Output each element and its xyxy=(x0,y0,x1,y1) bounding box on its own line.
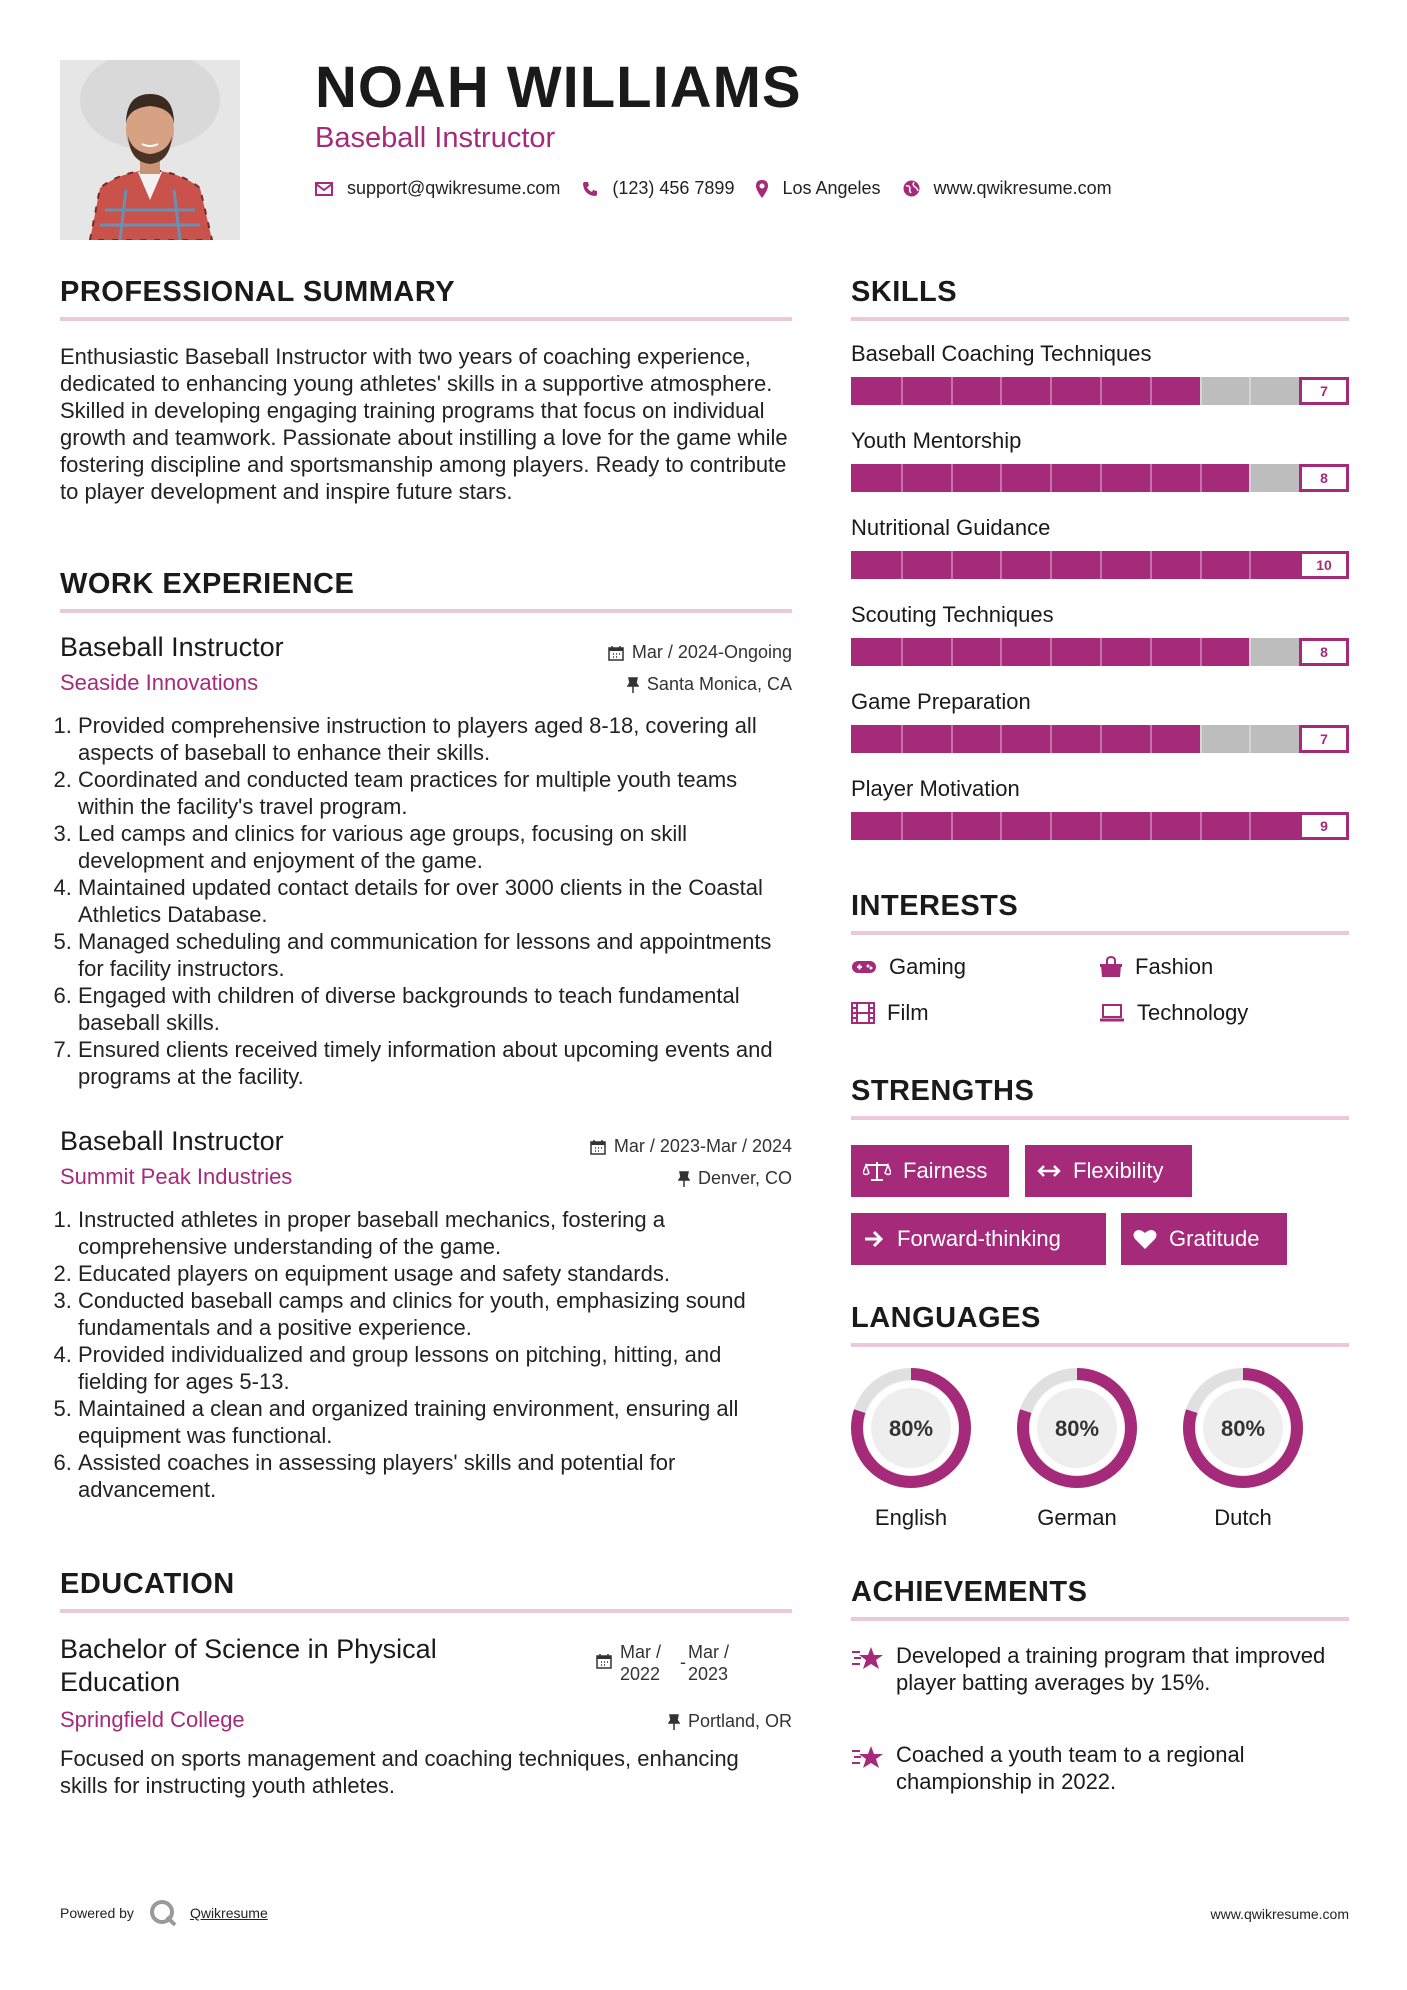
location-text: Los Angeles xyxy=(782,178,881,198)
language-item xyxy=(1015,1366,1139,1531)
list-item: 4. Maintained updated contact details for over 3000 clients in the Coastal Athletics Database. xyxy=(78,874,792,928)
candidate-title: Baseball Instructor xyxy=(315,122,556,154)
interest-item: Fashion xyxy=(1099,954,1213,980)
skill-bar-segment xyxy=(1000,638,1002,666)
phone-text: (123) 456 7899 xyxy=(612,178,735,198)
skill-level: 10 xyxy=(1299,551,1349,579)
skill-bar xyxy=(851,638,1349,666)
language-ring xyxy=(1015,1366,1139,1490)
education-location: Portland, OR xyxy=(668,1711,792,1732)
skill-level: 8 xyxy=(1299,638,1349,666)
arrows-horizontal-icon xyxy=(1037,1164,1061,1178)
skill-bar-segment xyxy=(1249,812,1251,840)
skill-bar-segment xyxy=(901,812,903,840)
skill-row xyxy=(851,428,1349,515)
list-item: 2. Educated players on equipment usage and safety standards. xyxy=(78,1260,792,1287)
skill-bar-segment xyxy=(1000,464,1002,492)
language-percent: 80% xyxy=(888,1416,934,1441)
company-name: Seaside Innovations xyxy=(60,670,259,695)
language-ring xyxy=(849,1366,973,1490)
skill-row xyxy=(851,341,1349,428)
skill-bar-segment xyxy=(901,377,903,405)
profile-photo xyxy=(60,60,240,240)
skill-bar xyxy=(851,464,1349,492)
list-item: 2. Coordinated and conducted team practices for multiple youth teams within the facility's travel program. xyxy=(78,766,792,820)
contact-location xyxy=(756,178,880,199)
skill-bar-segment xyxy=(951,377,953,405)
website-text: www.qwikresume.com xyxy=(933,178,1112,198)
skill-bar-segment xyxy=(1150,725,1152,753)
job-entry xyxy=(60,632,792,1090)
job-location: Santa Monica, CA xyxy=(627,674,792,695)
list-item: 1. Instructed athletes in proper baseball mechanics, fostering a comprehensive understanding of the game. xyxy=(78,1206,792,1260)
education-section xyxy=(60,1568,792,1799)
skill-bar-segment xyxy=(1200,464,1202,492)
skills-section xyxy=(851,276,1349,863)
experience-section xyxy=(60,568,792,613)
skill-bar-segment xyxy=(901,551,903,579)
pushpin-icon xyxy=(627,677,639,693)
candidate-name: NOAH WILLIAMS xyxy=(315,55,802,120)
pushpin-icon xyxy=(668,1714,680,1730)
achievements-section xyxy=(851,1576,1349,1621)
skill-bar-segment xyxy=(951,551,953,579)
skill-bar-segment xyxy=(1200,638,1202,666)
section-rule xyxy=(851,1617,1349,1621)
arrow-right-icon xyxy=(863,1230,885,1248)
section-rule xyxy=(851,1116,1349,1120)
phone-icon xyxy=(582,181,598,197)
language-name: German xyxy=(1037,1505,1117,1530)
achievement-item: Coached a youth team to a regional championship in 2022. xyxy=(851,1741,1331,1795)
skill-bar-segment xyxy=(951,812,953,840)
job-entry xyxy=(60,1126,792,1503)
education-heading: EDUCATION xyxy=(60,1568,235,1600)
strengths-section xyxy=(851,1075,1349,1120)
contact-email[interactable] xyxy=(315,178,560,199)
job-duties-list xyxy=(60,712,792,1090)
skill-bar-segment xyxy=(1100,377,1102,405)
skill-bar-segment xyxy=(1200,377,1202,405)
list-item: 6. Engaged with children of diverse backgrounds to teach fundamental baseball skills. xyxy=(78,982,792,1036)
language-percent: 80% xyxy=(1220,1416,1266,1441)
heart-icon xyxy=(1133,1228,1157,1250)
job-location: Denver, CO xyxy=(678,1168,792,1189)
skill-bar-segment xyxy=(901,725,903,753)
calendar-icon xyxy=(608,645,624,661)
skill-bar-segment xyxy=(1100,464,1102,492)
laptop-icon xyxy=(1099,1003,1125,1023)
list-item: 5. Managed scheduling and communication for lessons and appointments for facility instructors. xyxy=(78,928,792,982)
skill-bar-segment xyxy=(1150,812,1152,840)
skill-bar-segment xyxy=(1249,464,1251,492)
contact-website[interactable] xyxy=(903,178,1112,199)
contact-row xyxy=(315,178,1134,199)
language-ring xyxy=(1181,1366,1305,1490)
skill-name: Baseball Coaching Techniques xyxy=(851,341,1152,366)
strengths-heading: STRENGTHS xyxy=(851,1075,1035,1107)
achievements-heading: ACHIEVEMENTS xyxy=(851,1576,1088,1608)
skill-bar-segment xyxy=(1150,377,1152,405)
language-name: English xyxy=(874,1505,948,1530)
skill-bar-segment xyxy=(1000,725,1002,753)
skill-bar-fill xyxy=(851,812,1299,840)
gamepad-icon xyxy=(851,959,877,975)
skill-bar-segment xyxy=(1000,812,1002,840)
skill-name: Player Motivation xyxy=(851,776,1020,801)
summary-section xyxy=(60,276,792,505)
skill-bar-segment xyxy=(1000,551,1002,579)
globe-icon xyxy=(903,180,920,197)
envelope-icon xyxy=(315,182,333,196)
skill-bar-segment xyxy=(1050,812,1052,840)
brand-link[interactable]: Qwikresume xyxy=(189,1905,268,1921)
skill-level: 8 xyxy=(1299,464,1349,492)
job-dates: Mar / 2024-Ongoing xyxy=(608,642,792,663)
star-icon xyxy=(851,1745,885,1771)
footer-branding xyxy=(60,1898,268,1928)
skill-bar-fill xyxy=(851,377,1200,405)
skill-bar-segment xyxy=(1150,638,1152,666)
job-duties-list xyxy=(60,1206,792,1503)
interests-heading: INTERESTS xyxy=(851,890,1019,922)
degree-title: Bachelor of Science in Physical Education xyxy=(60,1634,437,1697)
skill-bar-segment xyxy=(1249,551,1251,579)
pushpin-icon xyxy=(678,1171,690,1187)
experience-heading: WORK EXPERIENCE xyxy=(60,568,355,600)
company-name: Summit Peak Industries xyxy=(60,1164,293,1189)
strength-tag: Flexibility xyxy=(1025,1145,1192,1197)
skill-bar-segment xyxy=(1000,377,1002,405)
list-item: 1. Provided comprehensive instruction to players aged 8-18, covering all aspects of baseball to enhance their skills. xyxy=(78,712,792,766)
skill-bar-segment xyxy=(1100,638,1102,666)
section-rule xyxy=(60,1609,792,1613)
skill-bar xyxy=(851,812,1349,840)
skill-name: Nutritional Guidance xyxy=(851,515,1051,540)
skill-bar xyxy=(851,725,1349,753)
interest-item: Technology xyxy=(1099,1000,1248,1026)
job-title: Baseball Instructor xyxy=(60,1126,284,1156)
skill-bar-segment xyxy=(901,638,903,666)
skill-bar-segment xyxy=(901,464,903,492)
star-icon xyxy=(851,1646,885,1672)
powered-by-text: Powered by xyxy=(60,1905,134,1921)
skill-name: Game Preparation xyxy=(851,689,1031,714)
skill-bar-segment xyxy=(1200,812,1202,840)
skill-row xyxy=(851,776,1349,863)
skill-bar-segment xyxy=(1150,551,1152,579)
qwikresume-logo-icon xyxy=(148,1898,178,1928)
education-text: Focused on sports management and coaching techniques, enhancing skills for instructing youth athletes. xyxy=(60,1746,739,1798)
skill-bar-segment xyxy=(1050,725,1052,753)
skill-bar-segment xyxy=(951,725,953,753)
contact-phone[interactable] xyxy=(582,178,734,199)
section-rule xyxy=(851,1343,1349,1347)
list-item: 5. Maintained a clean and organized training environment, ensuring all equipment was functional. xyxy=(78,1395,792,1449)
section-rule xyxy=(851,317,1349,321)
section-rule xyxy=(851,931,1349,935)
skill-bar-segment xyxy=(1100,812,1102,840)
skill-bar-segment xyxy=(1249,638,1251,666)
skill-bar-segment xyxy=(951,464,953,492)
skill-bar-segment xyxy=(1200,551,1202,579)
list-item: 6. Assisted coaches in assessing players' skills and potential for advancement. xyxy=(78,1449,792,1503)
skills-list xyxy=(851,341,1349,863)
skill-bar-segment xyxy=(1050,551,1052,579)
school-name: Springfield College xyxy=(60,1707,245,1732)
skill-bar xyxy=(851,551,1349,579)
job-dates: Mar / 2023-Mar / 2024 xyxy=(590,1136,792,1157)
skill-bar-fill xyxy=(851,725,1200,753)
skill-bar-segment xyxy=(1100,551,1102,579)
strength-tag: Forward-thinking xyxy=(851,1213,1106,1265)
list-item: 3. Led camps and clinics for various age groups, focusing on skill development and enjoyment of the game. xyxy=(78,820,792,874)
balance-scale-icon xyxy=(863,1160,891,1182)
languages-section xyxy=(851,1302,1349,1347)
skill-bar-segment xyxy=(1200,725,1202,753)
calendar-icon xyxy=(590,1139,606,1155)
skill-level: 7 xyxy=(1299,725,1349,753)
skills-heading: SKILLS xyxy=(851,276,958,308)
footer-website[interactable]: www.qwikresume.com xyxy=(1210,1906,1349,1922)
job-title: Baseball Instructor xyxy=(60,632,284,662)
interest-item: Gaming xyxy=(851,954,966,980)
summary-text: Enthusiastic Baseball Instructor with two years of coaching experience, dedicated to enhancing young athletes' skills in a supportive atmosphere. Skilled in developing engaging training programs that focus on individual growth and teamwork. Passionate about instilling a love for the game while fostering discipline and sportsmanship among players. Ready to contribute to player development and inspire future stars. xyxy=(60,344,788,504)
section-rule xyxy=(60,317,792,321)
skill-bar-segment xyxy=(951,638,953,666)
shopping-bag-icon xyxy=(1099,956,1123,978)
skill-bar-segment xyxy=(1249,377,1251,405)
languages-heading: LANGUAGES xyxy=(851,1302,1041,1334)
skill-bar-segment xyxy=(1100,725,1102,753)
list-item: 3. Conducted baseball camps and clinics for youth, emphasizing sound fundamentals and a positive experience. xyxy=(78,1287,792,1341)
list-item: 7. Ensured clients received timely information about upcoming events and programs at the facility. xyxy=(78,1036,792,1090)
skill-bar-segment xyxy=(1050,464,1052,492)
calendar-icon xyxy=(596,1653,612,1669)
skill-row xyxy=(851,515,1349,602)
skill-level: 9 xyxy=(1299,812,1349,840)
skill-bar xyxy=(851,377,1349,405)
skill-row xyxy=(851,602,1349,689)
achievement-item: Developed a training program that improved player batting averages by 15%. xyxy=(851,1642,1331,1696)
language-percent: 80% xyxy=(1054,1416,1100,1441)
skill-row xyxy=(851,689,1349,776)
skill-bar-segment xyxy=(1150,464,1152,492)
interest-item: Film xyxy=(851,1000,929,1026)
skill-name: Youth Mentorship xyxy=(851,428,1022,453)
language-name: Dutch xyxy=(1214,1505,1272,1530)
section-rule xyxy=(60,609,792,613)
skill-name: Scouting Techniques xyxy=(851,602,1054,627)
skill-level: 7 xyxy=(1299,377,1349,405)
strength-tag: Gratitude xyxy=(1121,1213,1287,1265)
summary-heading: PROFESSIONAL SUMMARY xyxy=(60,276,456,308)
map-marker-icon xyxy=(756,180,768,198)
skill-bar-segment xyxy=(1050,638,1052,666)
list-item: 4. Provided individualized and group lessons on pitching, hitting, and fielding for ages 5-13. xyxy=(78,1341,792,1395)
email-text: support@qwikresume.com xyxy=(347,178,561,198)
language-item xyxy=(849,1366,973,1531)
skill-bar-segment xyxy=(1050,377,1052,405)
interests-section xyxy=(851,890,1349,935)
strength-tag: Fairness xyxy=(851,1145,1009,1197)
education-dates: Mar / 2022 - Mar / 2023 xyxy=(596,1641,729,1685)
skill-bar-segment xyxy=(1249,725,1251,753)
film-icon xyxy=(851,1002,875,1024)
language-item xyxy=(1181,1366,1305,1531)
